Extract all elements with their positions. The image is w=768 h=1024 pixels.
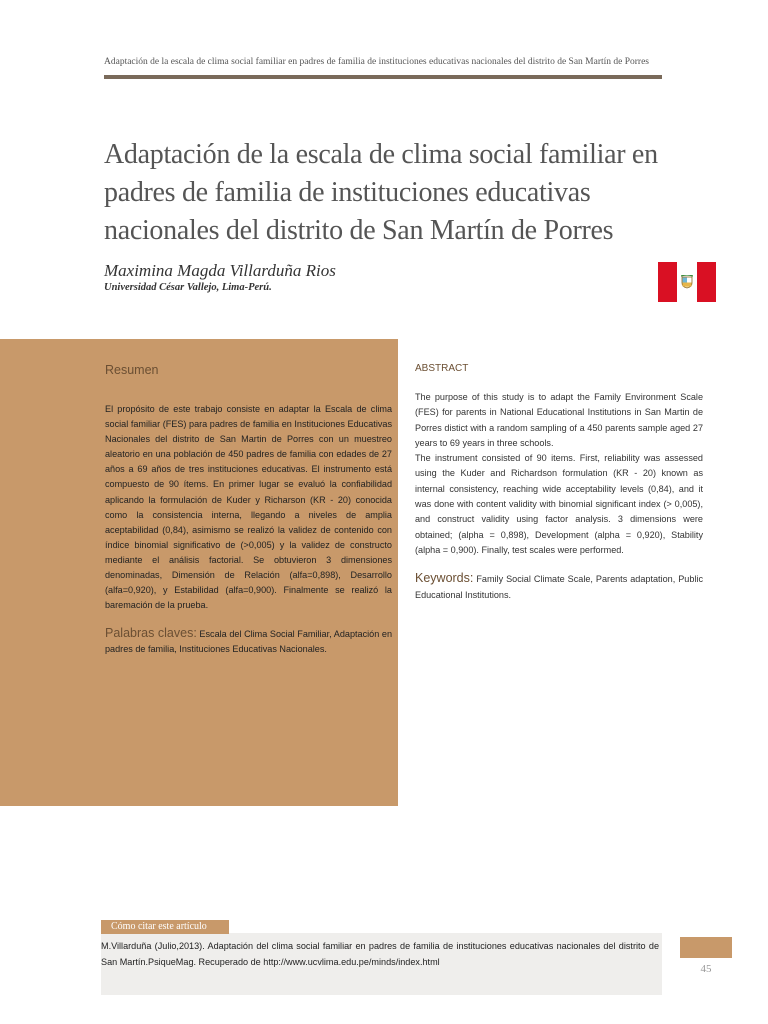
abstract-paragraph: The purpose of this study is to adapt the Family Environment Scale (FES) for parents in National Educational Institutions in San Martin de Porres distict with a random sampling of a 450 parents sample aged 27 years to 69 years in three schools.: [415, 392, 703, 448]
keywords-text: Family Social Climate Scale, Parents adaptation, Public Educational Institutions.: [415, 574, 703, 600]
header-rule: [104, 75, 662, 79]
abstract-heading: ABSTRACT: [415, 363, 469, 374]
page-tab: [680, 937, 732, 958]
palabras-claves-label: Palabras claves:: [105, 626, 197, 640]
flag-red-band: [697, 262, 716, 302]
citation-text: M.Villarduña (Julio,2013). Adaptación del clima social familiar en padres de familia de instituciones educativas nacionales del distrito de San Martín.PsiqueMag. Recuperado de http://www.ucvlima.edu.pe/minds/index.html: [101, 941, 659, 967]
citation-label: Cómo citar este artículo: [101, 920, 229, 934]
resumen-heading: Resumen: [105, 363, 159, 377]
article-title: Adaptación de la escala de clima social familiar en padres de familia de instituciones educativas nacionales del distrito de San Martín de Porres: [104, 139, 658, 246]
author-affiliation: Universidad César Vallejo, Lima-Perú.: [104, 282, 272, 293]
abstract-paragraph: The instrument consisted of 90 items. First, reliability was assessed using the Kuder and Richardson formulation (KR - 20) known as internal consistency, reaching wide acceptability levels (0,84), and it was done with content validity with binomial significant index (> 0,005), and construct validity using factor analysis. 3 dimensions were obtained; (alpha = 0,898), Development (alpha = 0,920), Stability (alpha = 0,900). Finally, test scales were performed.: [415, 453, 703, 555]
flag-red-band: [658, 262, 677, 302]
palabras-claves-text: Escala del Clima Social Familiar, Adaptación en padres de familia, Instituciones Educativas Nacionales.: [105, 629, 392, 654]
running-head: Adaptación de la escala de clima social familiar en padres de familia de instituciones educativas nacionales del distrito de San Martín de Porres: [104, 57, 650, 67]
coat-of-arms-icon: [681, 275, 693, 289]
peru-flag-icon: [658, 262, 716, 302]
page-number: 45: [700, 963, 712, 975]
keywords-label: Keywords:: [415, 571, 474, 585]
abstract-text: [415, 390, 703, 558]
author-name: Maximina Magda Villarduña Rios: [104, 261, 336, 280]
resumen-text: El propósito de este trabajo consiste en adaptar la Escala de clima social familiar (FES) para padres de familia en Instituciones Educativas Nacionales del distrito de San Martin de Porres con un muestreo aleatorio en una población de 450 padres de familia con edades de 27 años a 69 años de tres instituciones educativas. El instrumento está compuesto de 90 ítems. En primer lugar se evaluó la confiabilidad aplicando la formulación de Kuder y Richarson (KR - 20) conocida como la consistencia interna, llegando a niveles de amplia aceptabilidad (0,84), asimismo se realizó la validez de contenido con índice binomial significativo de (>0,005) y la validez de constructo mediante el análisis factorial. Se obtuvieron 3 dimensiones denominadas, Dimensión de Relación (alfa=0,898), Desarrollo (alfa=0,920), y Estabilidad (alfa=0,900). Finalmente se realizó la baremación de la prueba.: [105, 404, 392, 611]
keywords: [415, 570, 703, 603]
palabras-claves: [105, 626, 392, 657]
flag-white-band: [677, 262, 696, 302]
